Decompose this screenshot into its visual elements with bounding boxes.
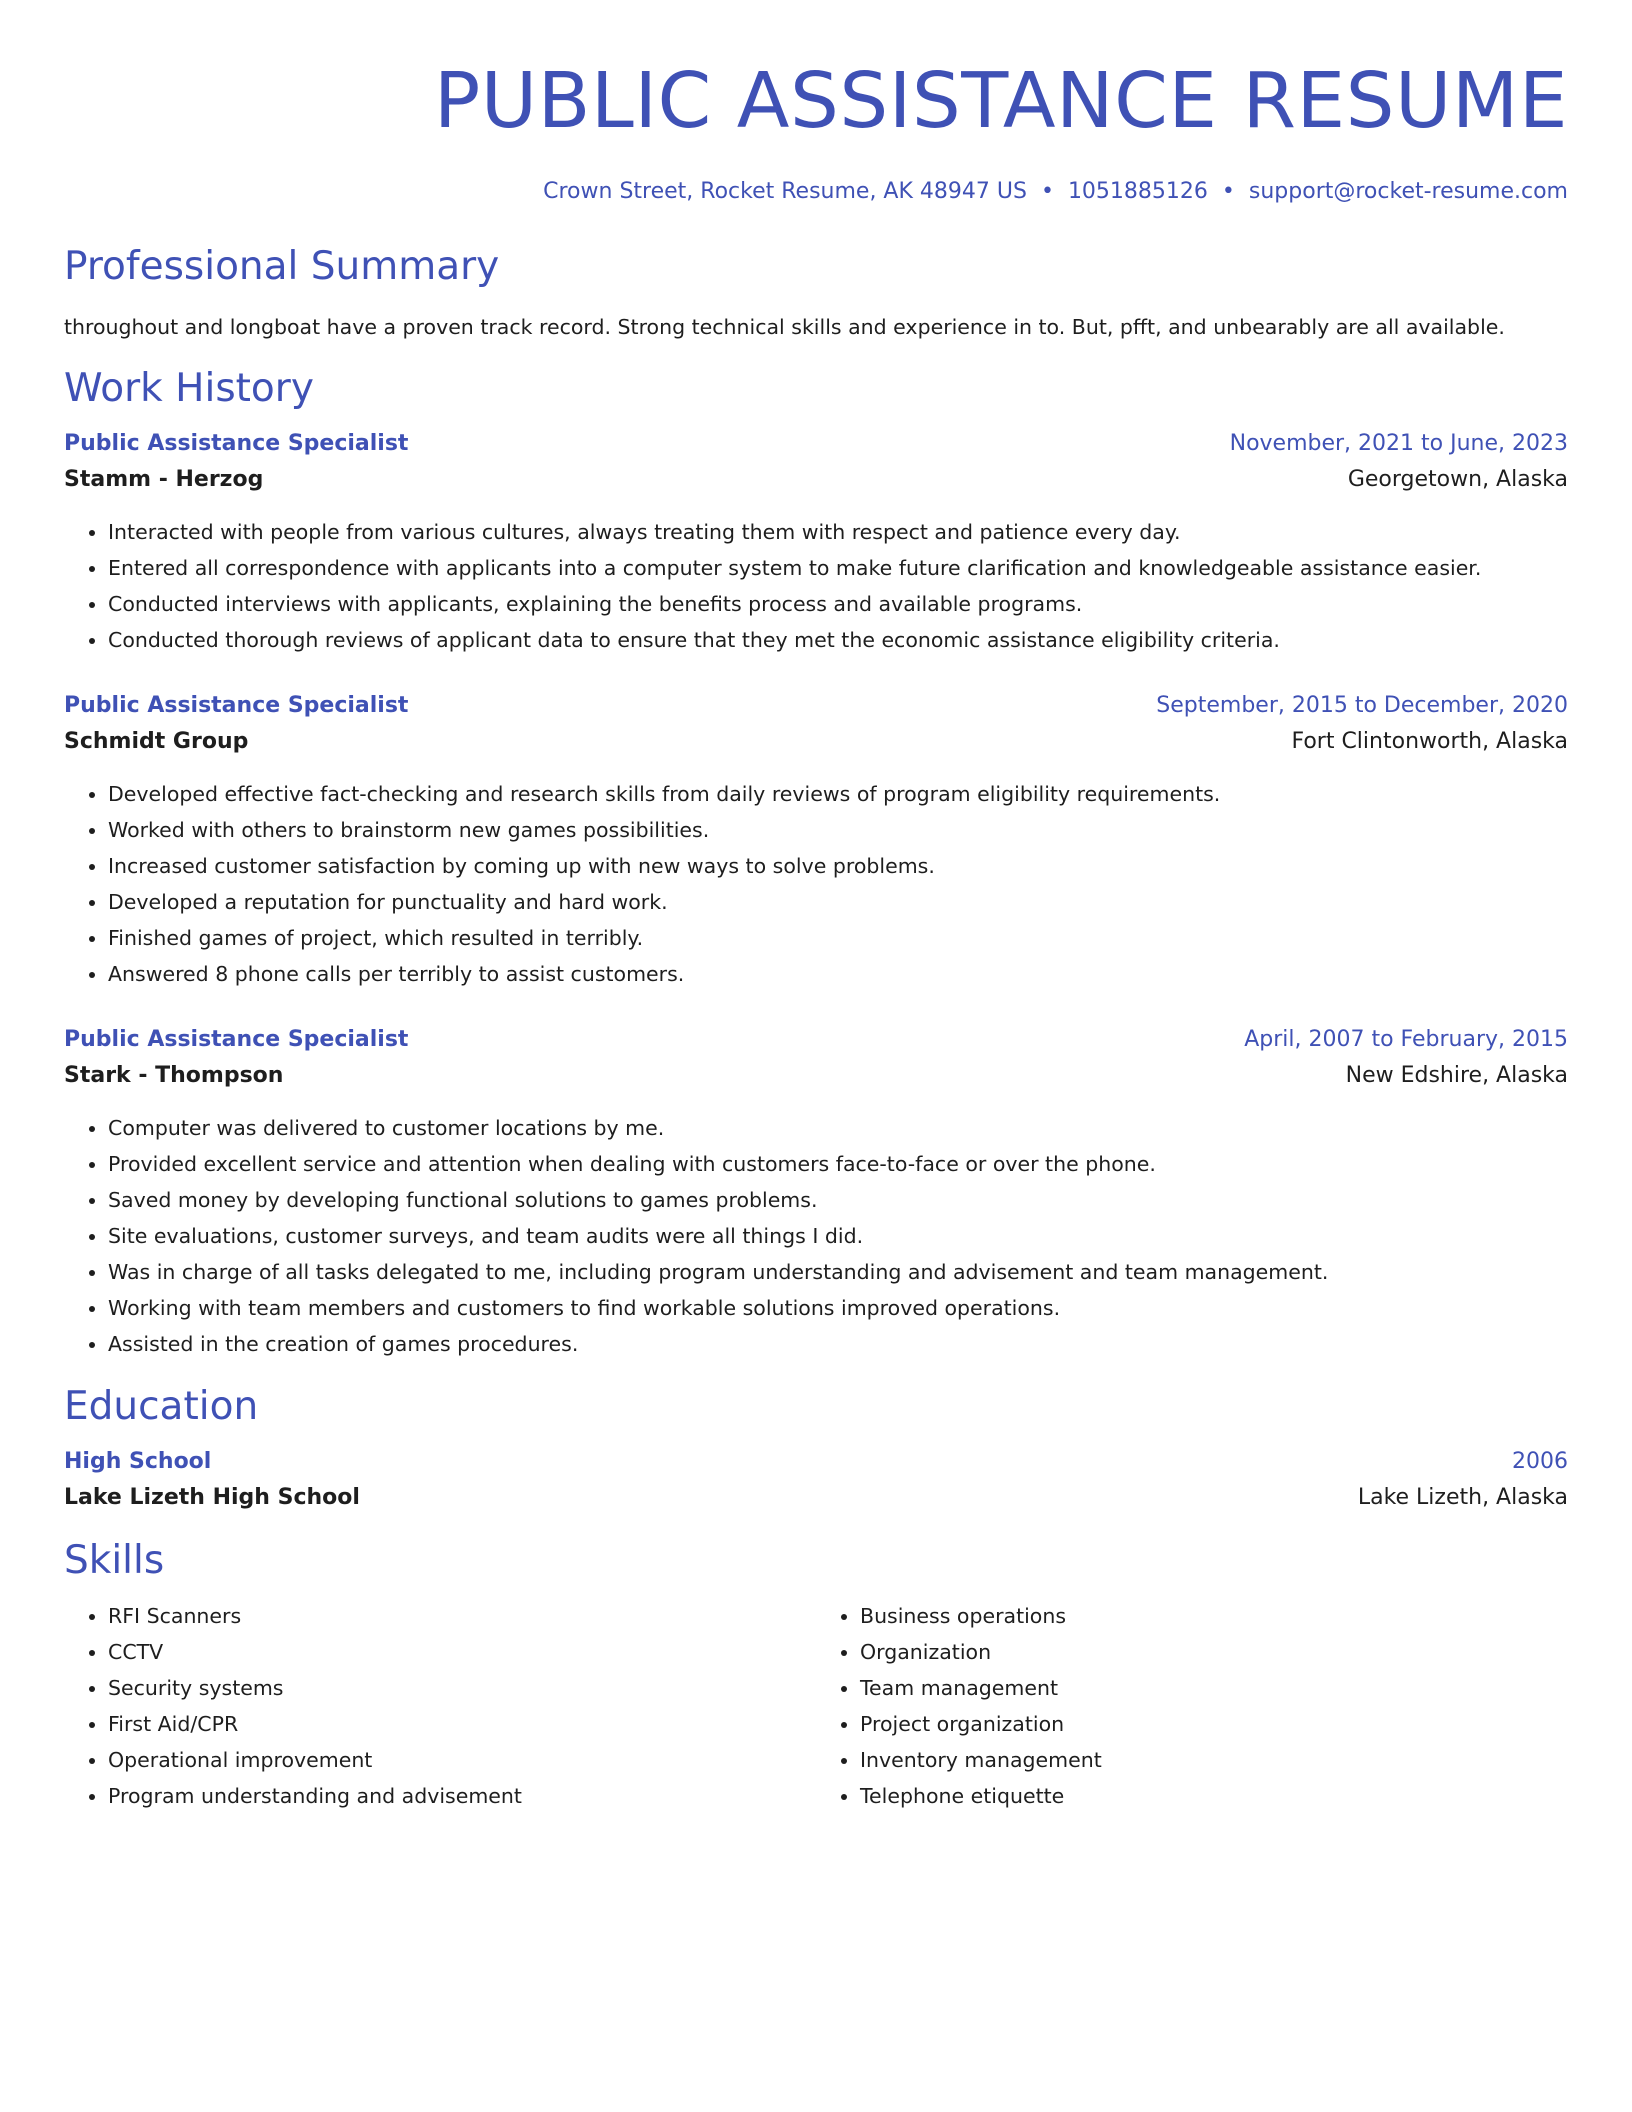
job-company-row (64, 462, 1568, 498)
job-company: Schmidt Group (64, 729, 249, 754)
job-bullet: • Saved money by developing functional solutions to games problems. (108, 1182, 1568, 1218)
skills-heading: Skills (64, 1538, 165, 1583)
education-location: Lake Lizeth, Alaska (1357, 1485, 1568, 1510)
job-bullet: • Site evaluations, customer surveys, and team audits were all things I did. (108, 1218, 1568, 1254)
job-bullet: • Developed effective fact-checking and research skills from daily reviews of program eligibility requirements. (108, 776, 1568, 812)
skill-item: • Organization (860, 1634, 1568, 1670)
skill-item: • CCTV (108, 1634, 816, 1670)
skill-item: • Inventory management (860, 1742, 1568, 1778)
skill-item: • Team management (860, 1670, 1568, 1706)
job-bullet: • Worked with others to brainstorm new games possibilities. (108, 812, 1568, 848)
job-bullet-list (64, 514, 1568, 658)
skill-item: • Project organization (860, 1706, 1568, 1742)
contact-separator: • (1221, 179, 1235, 204)
job-bullet: • Working with team members and customers to find workable solutions improved operations. (108, 1290, 1568, 1326)
job-company: Stark - Thompson (64, 1063, 284, 1088)
job-company-row (64, 1058, 1568, 1094)
education-year: 2006 (1512, 1449, 1568, 1474)
resume-title: PUBLIC ASSISTANCE RESUME (433, 57, 1568, 146)
skill-item: • First Aid/CPR (108, 1706, 816, 1742)
job-bullet: • Conducted thorough reviews of applicant data to ensure that they met the economic assistance eligibility criteria. (108, 622, 1568, 658)
job-bullet: • Entered all correspondence with applicants into a computer system to make future clarification and knowledgeable assistance easier. (108, 550, 1568, 586)
summary-text: throughout and longboat have a proven track record. Strong technical skills and experience in to. But, pfft, and unbearably are all available. (64, 315, 1505, 339)
contact-separator: • (1040, 179, 1054, 204)
job-header-row (64, 1022, 1568, 1058)
job-location: Fort Clintonworth, Alaska (1291, 729, 1568, 754)
skills-list-left (64, 1598, 816, 1814)
contact-address: Crown Street, Rocket Resume, AK 48947 US (543, 179, 1027, 204)
job-header-row (64, 688, 1568, 724)
job-bullet: • Was in charge of all tasks delegated to me, including program understanding and advisement and team management. (108, 1254, 1568, 1290)
job-bullet: • Interacted with people from various cultures, always treating them with respect and patience every day. (108, 514, 1568, 550)
skills-columns (64, 1598, 1568, 1814)
job-location: Georgetown, Alaska (1347, 467, 1568, 492)
job-bullet: • Increased customer satisfaction by coming up with new ways to solve problems. (108, 848, 1568, 884)
job-location: New Edshire, Alaska (1345, 1063, 1568, 1088)
job-dates: April, 2007 to February, 2015 (1244, 1027, 1568, 1052)
job-bullet-list (64, 1110, 1568, 1362)
skill-item: • Security systems (108, 1670, 816, 1706)
job-title: Public Assistance Specialist (64, 1027, 409, 1052)
education-degree: High School (64, 1449, 212, 1474)
job-entry (64, 426, 1568, 658)
job-entry (64, 688, 1568, 992)
job-bullet: • Provided excellent service and attention when dealing with customers face-to-face or over the phone. (108, 1146, 1568, 1182)
job-bullet: • Assisted in the creation of games procedures. (108, 1326, 1568, 1362)
job-company-row (64, 724, 1568, 760)
contact-line (64, 176, 1568, 208)
job-dates: September, 2015 to December, 2020 (1156, 693, 1568, 718)
skills-list-right (816, 1598, 1568, 1814)
summary-heading: Professional Summary (64, 244, 500, 289)
skill-item: • Program understanding and advisement (108, 1778, 816, 1814)
education-entry (64, 1444, 1568, 1516)
job-header-row (64, 426, 1568, 462)
job-bullet: • Answered 8 phone calls per terribly to assist customers. (108, 956, 1568, 992)
job-bullet-list (64, 776, 1568, 992)
skill-item: • RFI Scanners (108, 1598, 816, 1634)
job-bullet: • Computer was delivered to customer locations by me. (108, 1110, 1568, 1146)
contact-email[interactable]: support@rocket-resume.com (1248, 179, 1568, 204)
contact-phone: 1051885126 (1067, 179, 1208, 204)
job-bullet: • Finished games of project, which resulted in terribly. (108, 920, 1568, 956)
job-bullet: • Conducted interviews with applicants, explaining the benefits process and available programs. (108, 586, 1568, 622)
education-heading: Education (64, 1384, 259, 1429)
skill-item: • Telephone etiquette (860, 1778, 1568, 1814)
job-list (64, 426, 1568, 1362)
job-bullet: • Developed a reputation for punctuality and hard work. (108, 884, 1568, 920)
skill-item: • Business operations (860, 1598, 1568, 1634)
education-school: Lake Lizeth High School (64, 1485, 360, 1510)
job-dates: November, 2021 to June, 2023 (1229, 431, 1568, 456)
job-title: Public Assistance Specialist (64, 431, 409, 456)
job-company: Stamm - Herzog (64, 467, 264, 492)
work-history-heading: Work History (64, 366, 314, 411)
skill-item: • Operational improvement (108, 1742, 816, 1778)
job-title: Public Assistance Specialist (64, 693, 409, 718)
job-entry (64, 1022, 1568, 1362)
